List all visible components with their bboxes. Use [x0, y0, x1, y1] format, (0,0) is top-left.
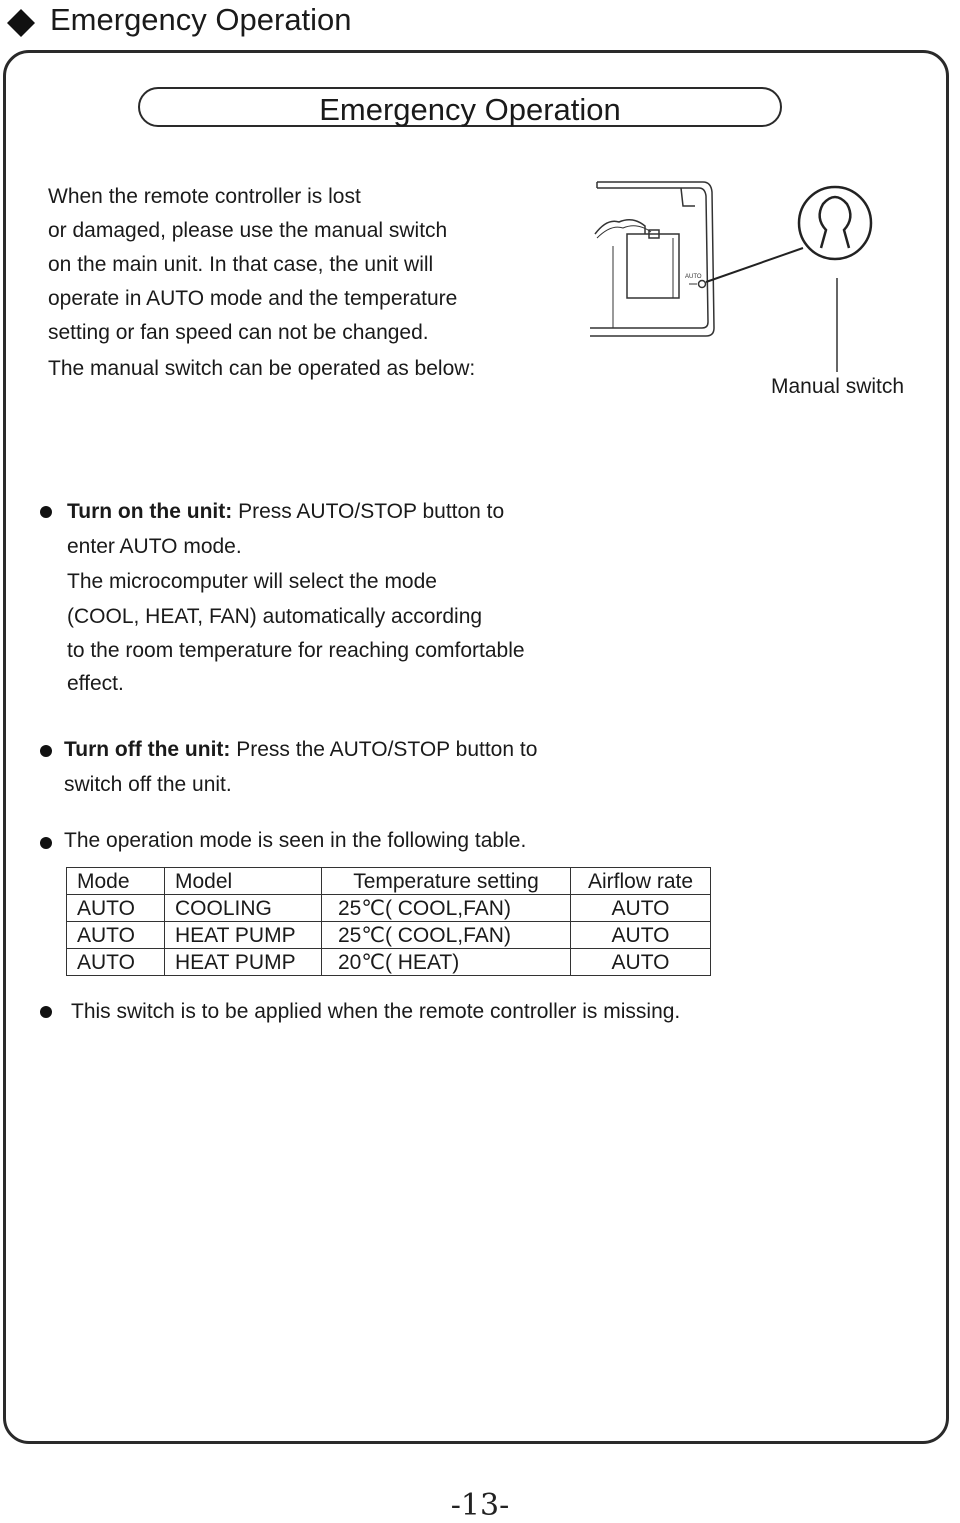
banner-title: Emergency Operation: [319, 92, 621, 127]
intro-line: on the main unit. In that case, the unit will: [48, 253, 434, 276]
manual-switch-label: Manual switch: [771, 375, 905, 398]
table-row: [67, 922, 711, 949]
diamond-icon: [6, 8, 36, 38]
table-cell: 20℃( HEAT): [322, 949, 571, 976]
table-cell: 25℃( COOL,FAN): [322, 895, 571, 922]
indoor-unit-illustration: [585, 178, 885, 378]
table-cell: HEAT PUMP: [165, 922, 322, 949]
missing-note: This switch is to be applied when the remote controller is missing.: [71, 1000, 681, 1023]
intro-line: operate in AUTO mode and the temperature: [48, 287, 458, 310]
turn-off-text: Press the AUTO/STOP button to: [230, 738, 538, 761]
turn-on-heading: Turn on the unit:: [67, 500, 233, 523]
turn-on-paragraph: [67, 494, 525, 701]
table-cell: AUTO: [571, 895, 711, 922]
operation-mode-table: [66, 867, 711, 976]
table-row: [67, 895, 711, 922]
turn-on-line: The microcomputer will select the mode: [67, 570, 437, 593]
column-header: Temperature setting: [322, 868, 571, 895]
table-cell: AUTO: [67, 949, 165, 976]
intro-line: setting or fan speed can not be changed.: [48, 321, 429, 344]
turn-on-line: enter AUTO mode.: [67, 535, 242, 558]
turn-off-heading: Turn off the unit:: [64, 738, 231, 761]
turn-on-text: Press AUTO/STOP button to: [232, 500, 505, 523]
section-header-title: Emergency Operation: [50, 2, 352, 37]
table-cell: COOLING: [165, 895, 322, 922]
bullet-icon: [40, 837, 52, 849]
turn-on-line: to the room temperature for reaching comfortable: [67, 639, 525, 662]
table-header-row: [67, 868, 711, 895]
turn-on-line: (COOL, HEAT, FAN) automatically according: [67, 605, 483, 628]
bullet-icon: [40, 1006, 52, 1018]
column-header: Model: [165, 868, 322, 895]
bullet-icon: [40, 506, 52, 518]
bullet-icon: [40, 745, 52, 757]
turn-off-paragraph: [64, 732, 537, 802]
turn-on-line: effect.: [67, 672, 124, 695]
column-header: Airflow rate: [571, 868, 711, 895]
table-cell: AUTO: [571, 922, 711, 949]
table-intro: The operation mode is seen in the following table.: [64, 829, 527, 852]
table-row: [67, 949, 711, 976]
table-cell: 25℃( COOL,FAN): [322, 922, 571, 949]
intro-line: or damaged, please use the manual switch: [48, 219, 448, 242]
table-cell: AUTO: [571, 949, 711, 976]
auto-switch-text: AUTO: [685, 274, 702, 280]
intro-line: When the remote controller is lost: [48, 185, 361, 208]
intro-paragraph: [48, 180, 475, 386]
table-cell: AUTO: [67, 895, 165, 922]
table-cell: HEAT PUMP: [165, 949, 322, 976]
intro-line: The manual switch can be operated as below:: [48, 357, 476, 380]
table-cell: AUTO: [67, 922, 165, 949]
column-header: Mode: [67, 868, 165, 895]
title-banner: [138, 87, 782, 127]
page-number: -13-: [450, 1488, 510, 1523]
turn-off-line: switch off the unit.: [64, 773, 232, 796]
